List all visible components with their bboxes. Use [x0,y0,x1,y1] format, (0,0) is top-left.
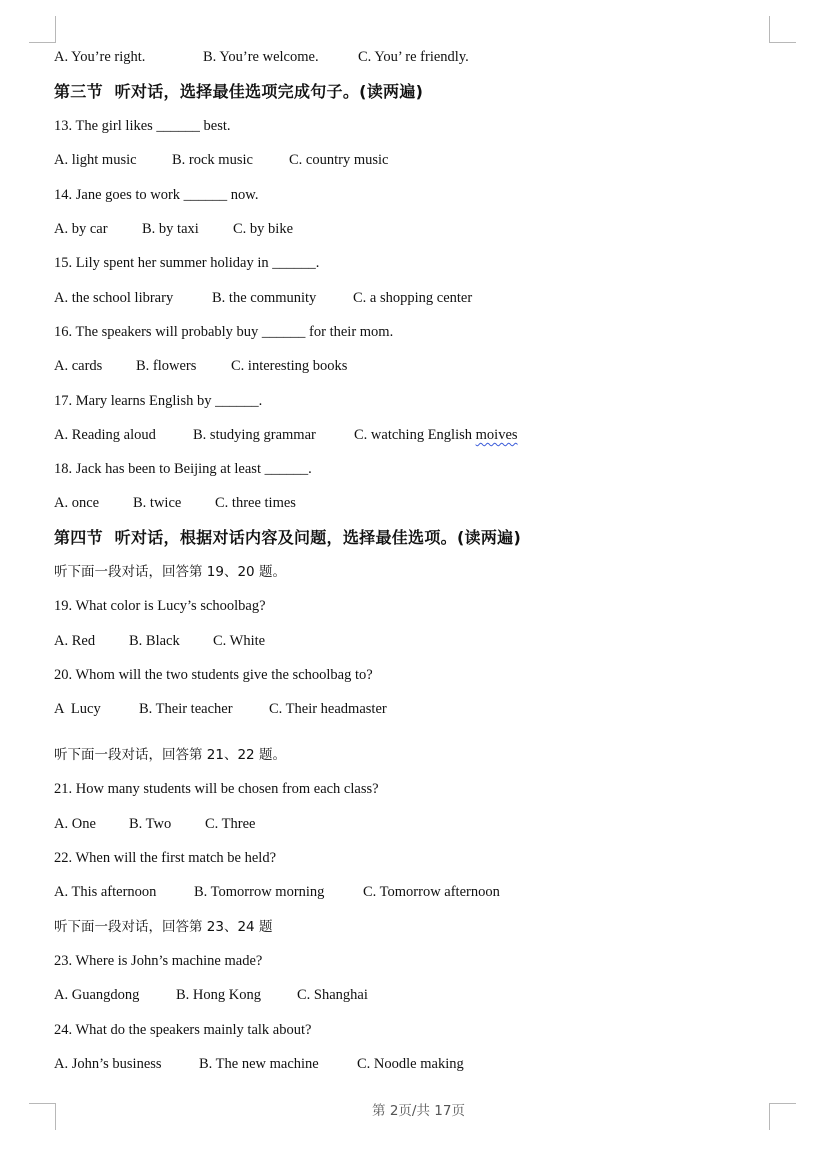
question-18-stem: 18. Jack has been to Beijing at least ______. [54,461,312,477]
question-23-options [54,985,368,1005]
option-a: A. Guangdong [54,987,140,1003]
option-b: B. rock music [172,152,253,168]
option-a: A Lucy [54,701,101,717]
option-c: C. Shanghai [297,987,368,1003]
option-a: A. You’re right. [54,49,146,65]
option-a: A. light music [54,152,137,168]
option-c: C. interesting books [231,358,348,374]
option-b: B. flowers [136,358,197,374]
option-c: C. country music [289,152,389,168]
question-20-options [54,699,387,719]
question-16-options [54,356,348,376]
option-c: C. Three [205,816,256,832]
option-a: A. Reading aloud [54,427,156,443]
question-15-options [54,288,473,308]
option-b: B. The new machine [199,1056,319,1072]
page-corner-mark [29,16,56,43]
section-3-heading: 第三节 听对话，选择最佳选项完成句子。(读两遍) [54,82,424,101]
option-c [354,425,518,445]
option-b: B. Their teacher [139,701,233,717]
question-13-options [54,150,389,170]
question-22-options [54,882,500,902]
question-17-stem: 17. Mary learns English by ______. [54,393,263,409]
question-14-options [54,219,294,239]
option-b: B. by taxi [142,221,199,237]
question-21-stem: 21. How many students will be chosen from each class? [54,781,379,797]
option-b: B. studying grammar [193,427,316,443]
option-c-text: C. watching English [354,427,476,443]
option-b: B. the community [212,290,317,306]
instruction-23-24: 听下面一段对话，回答第 23、24 题 [54,919,273,935]
option-c: C. Noodle making [357,1056,464,1072]
spelling-error-word: moives [475,427,518,443]
instruction-19-20: 听下面一段对话，回答第 19、20 题。 [54,564,286,580]
option-b: B. Hong Kong [176,987,261,1003]
section-4-heading: 第四节 听对话，根据对话内容及问题，选择最佳选项。(读两遍) [54,528,522,547]
option-c: C. White [213,633,266,649]
question-13-stem: 13. The girl likes ______ best. [54,118,231,134]
question-20-stem: 20. Whom will the two students give the schoolbag to? [54,667,373,683]
option-c: C. by bike [233,221,294,237]
option-b: B. twice [133,495,182,511]
question-14-stem: 14. Jane goes to work ______ now. [54,187,259,203]
option-a: A. One [54,816,96,832]
question-21-options [54,814,256,834]
option-b: B. Two [129,816,172,832]
option-a: A. This afternoon [54,884,157,900]
option-a: A. Red [54,633,96,649]
instruction-21-22: 听下面一段对话，回答第 21、22 题。 [54,747,286,763]
option-c: C. You’ re friendly. [358,49,469,65]
option-a: A. by car [54,221,108,237]
option-a: A. the school library [54,290,174,306]
option-a: A. John’s business [54,1056,162,1072]
question-17-options [54,425,518,445]
question-12-options [54,47,469,67]
question-19-stem: 19. What color is Lucy’s schoolbag? [54,598,266,614]
option-b: B. You’re welcome. [203,49,319,65]
option-a: A. once [54,495,100,511]
option-b: B. Black [129,633,180,649]
question-15-stem: 15. Lily spent her summer holiday in ______. [54,255,320,271]
question-24-stem: 24. What do the speakers mainly talk about? [54,1022,312,1038]
page-number: 第 2页/共 17页 [372,1103,465,1119]
question-16-stem: 16. The speakers will probably buy ______ for their mom. [54,324,394,340]
question-24-options [54,1054,464,1074]
option-b: B. Tomorrow morning [194,884,325,900]
option-c: C. Tomorrow afternoon [363,884,500,900]
option-c: C. Their headmaster [269,701,387,717]
option-a: A. cards [54,358,103,374]
question-18-options [54,493,296,513]
question-19-options [54,631,266,651]
question-22-stem: 22. When will the first match be held? [54,850,277,866]
option-c: C. three times [215,495,296,511]
question-23-stem: 23. Where is John’s machine made? [54,953,263,969]
page-corner-mark [769,16,796,43]
option-c: C. a shopping center [353,290,473,306]
